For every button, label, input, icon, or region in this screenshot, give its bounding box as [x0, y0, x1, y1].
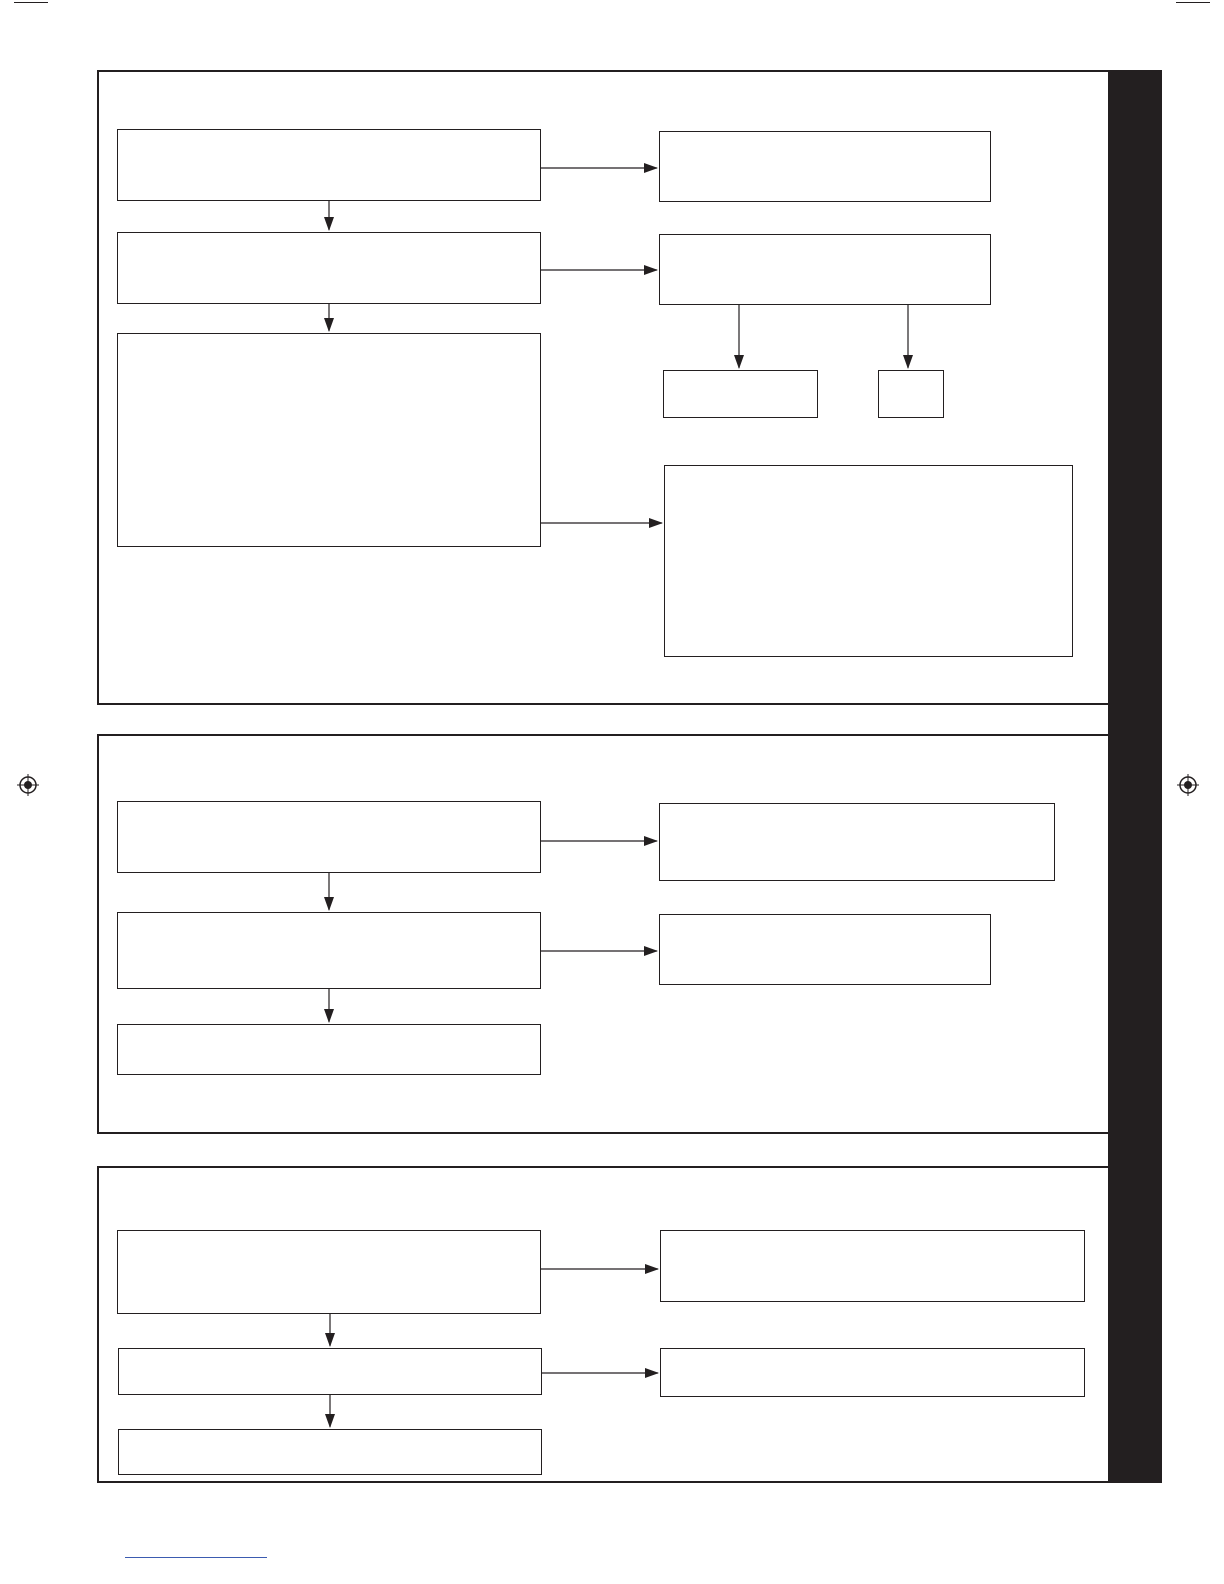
registration-mark-icon [17, 774, 39, 796]
registration-mark-icon [1177, 774, 1199, 796]
footer-rule [125, 1557, 267, 1558]
